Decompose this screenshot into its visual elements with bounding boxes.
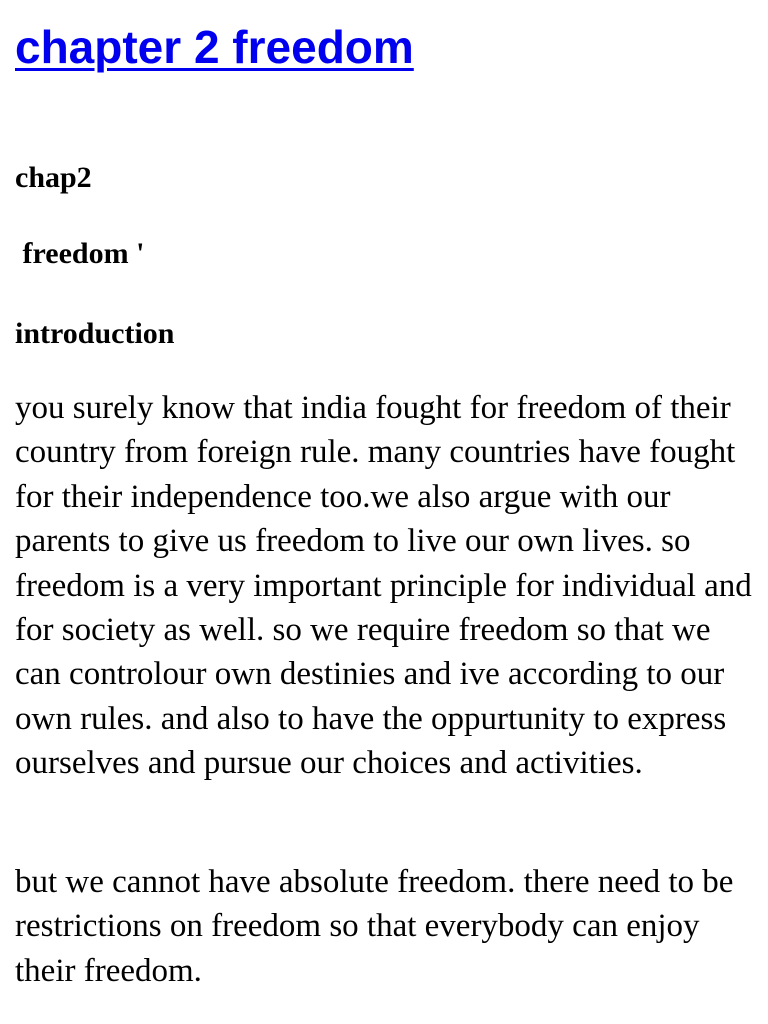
chapter-code-heading: chap2	[15, 161, 92, 194]
intro-paragraph: you surely know that india fought for freedom of their country from foreign rule. many countries have fought for their independence too.we also argue with our parents to give us freedom to live our own lives. so freedom is a very important principle for individual and for society as well. so we require freedom so that we can controlour own destinies and ive according to our own rules. and also to have the oppurtunity to express ourselves and pursue our choices and activities.	[15, 390, 752, 782]
chapter-title-link[interactable]: chapter 2 freedom	[15, 21, 414, 73]
introduction-heading: introduction	[15, 317, 175, 350]
chapter-name-heading: freedom '	[15, 237, 145, 270]
restrictions-paragraph: but we cannot have absolute freedom. there need to be restrictions on freedom so that everybody can enjoy their freedom.	[15, 864, 734, 989]
